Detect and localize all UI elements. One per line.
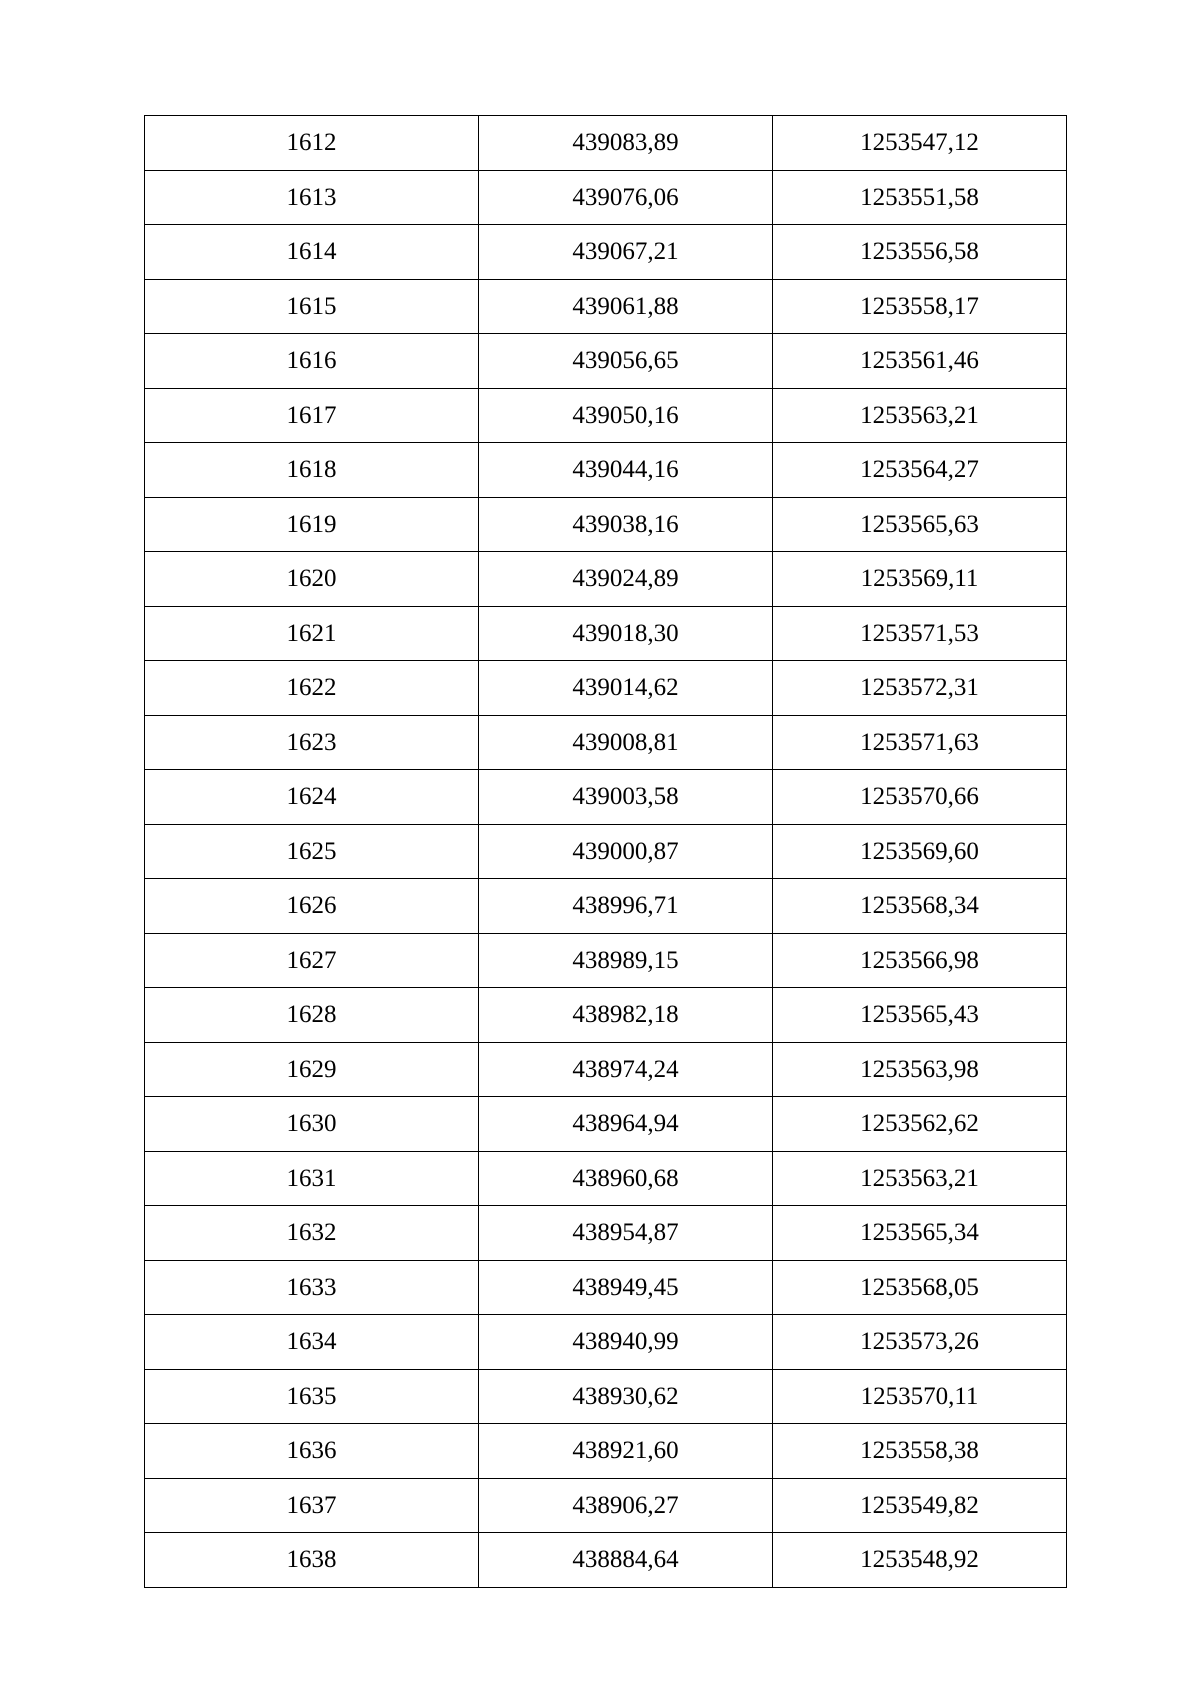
x-coordinate-cell: 438884,64 (479, 1533, 773, 1588)
table-row (145, 988, 1067, 1043)
point-number-cell: 1613 (145, 170, 479, 225)
y-coordinate-cell: 1253565,34 (773, 1206, 1067, 1261)
x-coordinate-cell: 439044,16 (479, 443, 773, 498)
point-number-cell: 1635 (145, 1369, 479, 1424)
y-coordinate-cell: 1253573,26 (773, 1315, 1067, 1370)
table-row (145, 1097, 1067, 1152)
x-coordinate-cell: 438921,60 (479, 1424, 773, 1479)
x-coordinate-cell: 439018,30 (479, 606, 773, 661)
point-number-cell: 1622 (145, 661, 479, 716)
point-number-cell: 1615 (145, 279, 479, 334)
table-body (145, 116, 1067, 1588)
x-coordinate-cell: 439000,87 (479, 824, 773, 879)
point-number-cell: 1637 (145, 1478, 479, 1533)
y-coordinate-cell: 1253566,98 (773, 933, 1067, 988)
x-coordinate-cell: 439003,58 (479, 770, 773, 825)
point-number-cell: 1626 (145, 879, 479, 934)
table-row (145, 497, 1067, 552)
y-coordinate-cell: 1253570,66 (773, 770, 1067, 825)
y-coordinate-cell: 1253568,34 (773, 879, 1067, 934)
y-coordinate-cell: 1253572,31 (773, 661, 1067, 716)
coordinates-table (144, 115, 1067, 1588)
table-row (145, 1369, 1067, 1424)
y-coordinate-cell: 1253563,21 (773, 1151, 1067, 1206)
point-number-cell: 1621 (145, 606, 479, 661)
table-row (145, 225, 1067, 280)
y-coordinate-cell: 1253570,11 (773, 1369, 1067, 1424)
point-number-cell: 1627 (145, 933, 479, 988)
y-coordinate-cell: 1253568,05 (773, 1260, 1067, 1315)
x-coordinate-cell: 438982,18 (479, 988, 773, 1043)
y-coordinate-cell: 1253563,98 (773, 1042, 1067, 1097)
x-coordinate-cell: 438949,45 (479, 1260, 773, 1315)
point-number-cell: 1623 (145, 715, 479, 770)
point-number-cell: 1614 (145, 225, 479, 280)
x-coordinate-cell: 439008,81 (479, 715, 773, 770)
x-coordinate-cell: 438954,87 (479, 1206, 773, 1261)
x-coordinate-cell: 439056,65 (479, 334, 773, 389)
y-coordinate-cell: 1253547,12 (773, 116, 1067, 171)
table-row (145, 661, 1067, 716)
x-coordinate-cell: 438930,62 (479, 1369, 773, 1424)
y-coordinate-cell: 1253569,60 (773, 824, 1067, 879)
x-coordinate-cell: 439083,89 (479, 116, 773, 171)
x-coordinate-cell: 438996,71 (479, 879, 773, 934)
table-row (145, 279, 1067, 334)
table-row (145, 715, 1067, 770)
y-coordinate-cell: 1253561,46 (773, 334, 1067, 389)
point-number-cell: 1628 (145, 988, 479, 1043)
table-row (145, 116, 1067, 171)
point-number-cell: 1629 (145, 1042, 479, 1097)
y-coordinate-cell: 1253564,27 (773, 443, 1067, 498)
table-row (145, 1478, 1067, 1533)
x-coordinate-cell: 438964,94 (479, 1097, 773, 1152)
x-coordinate-cell: 439050,16 (479, 388, 773, 443)
y-coordinate-cell: 1253569,11 (773, 552, 1067, 607)
x-coordinate-cell: 439067,21 (479, 225, 773, 280)
x-coordinate-cell: 438940,99 (479, 1315, 773, 1370)
table-row (145, 170, 1067, 225)
x-coordinate-cell: 438906,27 (479, 1478, 773, 1533)
x-coordinate-cell: 439061,88 (479, 279, 773, 334)
table-row (145, 606, 1067, 661)
y-coordinate-cell: 1253558,38 (773, 1424, 1067, 1479)
table-row (145, 552, 1067, 607)
y-coordinate-cell: 1253565,63 (773, 497, 1067, 552)
y-coordinate-cell: 1253565,43 (773, 988, 1067, 1043)
table-row (145, 770, 1067, 825)
point-number-cell: 1633 (145, 1260, 479, 1315)
point-number-cell: 1625 (145, 824, 479, 879)
y-coordinate-cell: 1253558,17 (773, 279, 1067, 334)
point-number-cell: 1636 (145, 1424, 479, 1479)
table-row (145, 879, 1067, 934)
point-number-cell: 1612 (145, 116, 479, 171)
y-coordinate-cell: 1253571,53 (773, 606, 1067, 661)
table-row (145, 334, 1067, 389)
y-coordinate-cell: 1253563,21 (773, 388, 1067, 443)
point-number-cell: 1630 (145, 1097, 479, 1152)
y-coordinate-cell: 1253548,92 (773, 1533, 1067, 1588)
point-number-cell: 1620 (145, 552, 479, 607)
table-row (145, 1315, 1067, 1370)
point-number-cell: 1632 (145, 1206, 479, 1261)
point-number-cell: 1634 (145, 1315, 479, 1370)
y-coordinate-cell: 1253571,63 (773, 715, 1067, 770)
point-number-cell: 1619 (145, 497, 479, 552)
x-coordinate-cell: 439076,06 (479, 170, 773, 225)
table-row (145, 1533, 1067, 1588)
point-number-cell: 1631 (145, 1151, 479, 1206)
y-coordinate-cell: 1253556,58 (773, 225, 1067, 280)
y-coordinate-cell: 1253549,82 (773, 1478, 1067, 1533)
point-number-cell: 1638 (145, 1533, 479, 1588)
x-coordinate-cell: 438974,24 (479, 1042, 773, 1097)
point-number-cell: 1618 (145, 443, 479, 498)
table-row (145, 1151, 1067, 1206)
table-row (145, 388, 1067, 443)
point-number-cell: 1616 (145, 334, 479, 389)
x-coordinate-cell: 439014,62 (479, 661, 773, 716)
y-coordinate-cell: 1253551,58 (773, 170, 1067, 225)
table-row (145, 1042, 1067, 1097)
x-coordinate-cell: 438989,15 (479, 933, 773, 988)
x-coordinate-cell: 439038,16 (479, 497, 773, 552)
point-number-cell: 1617 (145, 388, 479, 443)
table-row (145, 933, 1067, 988)
x-coordinate-cell: 439024,89 (479, 552, 773, 607)
table-row (145, 1424, 1067, 1479)
table-row (145, 824, 1067, 879)
table-row (145, 443, 1067, 498)
x-coordinate-cell: 438960,68 (479, 1151, 773, 1206)
table-row (145, 1206, 1067, 1261)
table-row (145, 1260, 1067, 1315)
y-coordinate-cell: 1253562,62 (773, 1097, 1067, 1152)
point-number-cell: 1624 (145, 770, 479, 825)
